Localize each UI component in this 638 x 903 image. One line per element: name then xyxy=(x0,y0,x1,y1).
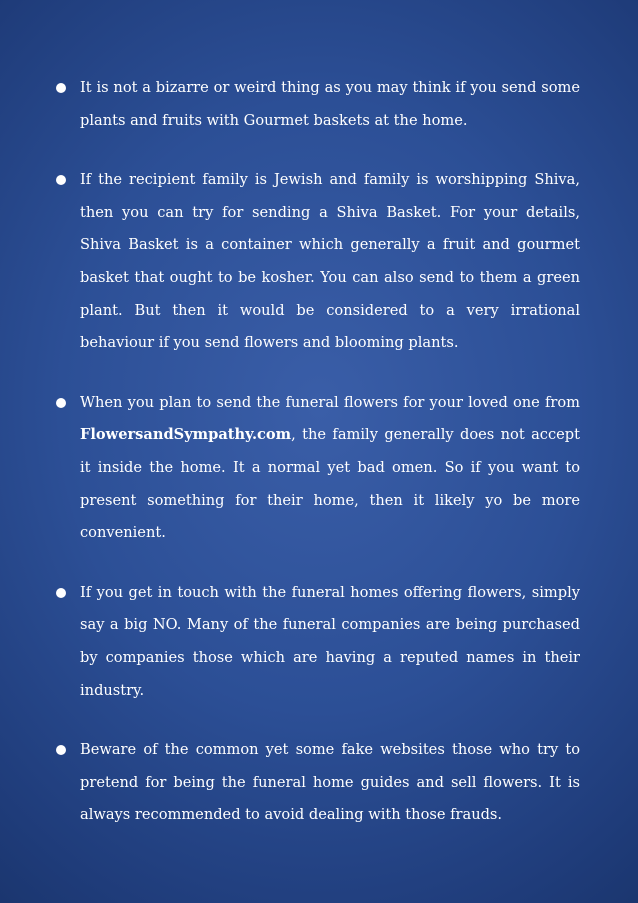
bullet-list xyxy=(0,72,638,859)
bullet-icon xyxy=(56,398,66,408)
list-item xyxy=(0,577,638,707)
list-item-text-after: , the family generally does not accept it inside the home. It a normal yet bad omen. So if you want to present something for their home, then it likely yo be more convenient. xyxy=(80,426,580,542)
bullet-icon xyxy=(56,83,66,93)
bullet-icon xyxy=(56,588,66,598)
list-item xyxy=(0,164,638,360)
list-item xyxy=(0,734,638,832)
bullet-icon xyxy=(56,745,66,755)
website-link[interactable]: FlowersandSympathy.com xyxy=(80,426,292,444)
list-item-text: Beware of the common yet some fake websites those who try to pretend for being the funeral home guides and sell flowers. It is always recommended to avoid dealing with those frauds. xyxy=(80,741,580,824)
list-item-text: If the recipient family is Jewish and family is worshipping Shiva, then you can try for sending a Shiva Basket. For your details, Shiva Basket is a container which generally a fruit and gourmet basket that ought to be kosher. You can also send to them a green plant. But then it would be considered to a very irrational behaviour if you send flowers and blooming plants. xyxy=(80,171,580,352)
list-item xyxy=(0,72,638,137)
list-item xyxy=(0,387,638,550)
list-item-text: If you get in touch with the funeral homes offering flowers, simply say a big NO. Many of the funeral companies are being purchased by companies those which are having a reputed names in their industry. xyxy=(80,583,580,699)
list-item-text: It is not a bizarre or weird thing as you may think if you send some plants and fruits with Gourmet baskets at the home. xyxy=(80,79,580,129)
bullet-icon xyxy=(56,175,66,185)
list-item-text-before: When you plan to send the funeral flowers for your loved one from xyxy=(80,393,580,411)
